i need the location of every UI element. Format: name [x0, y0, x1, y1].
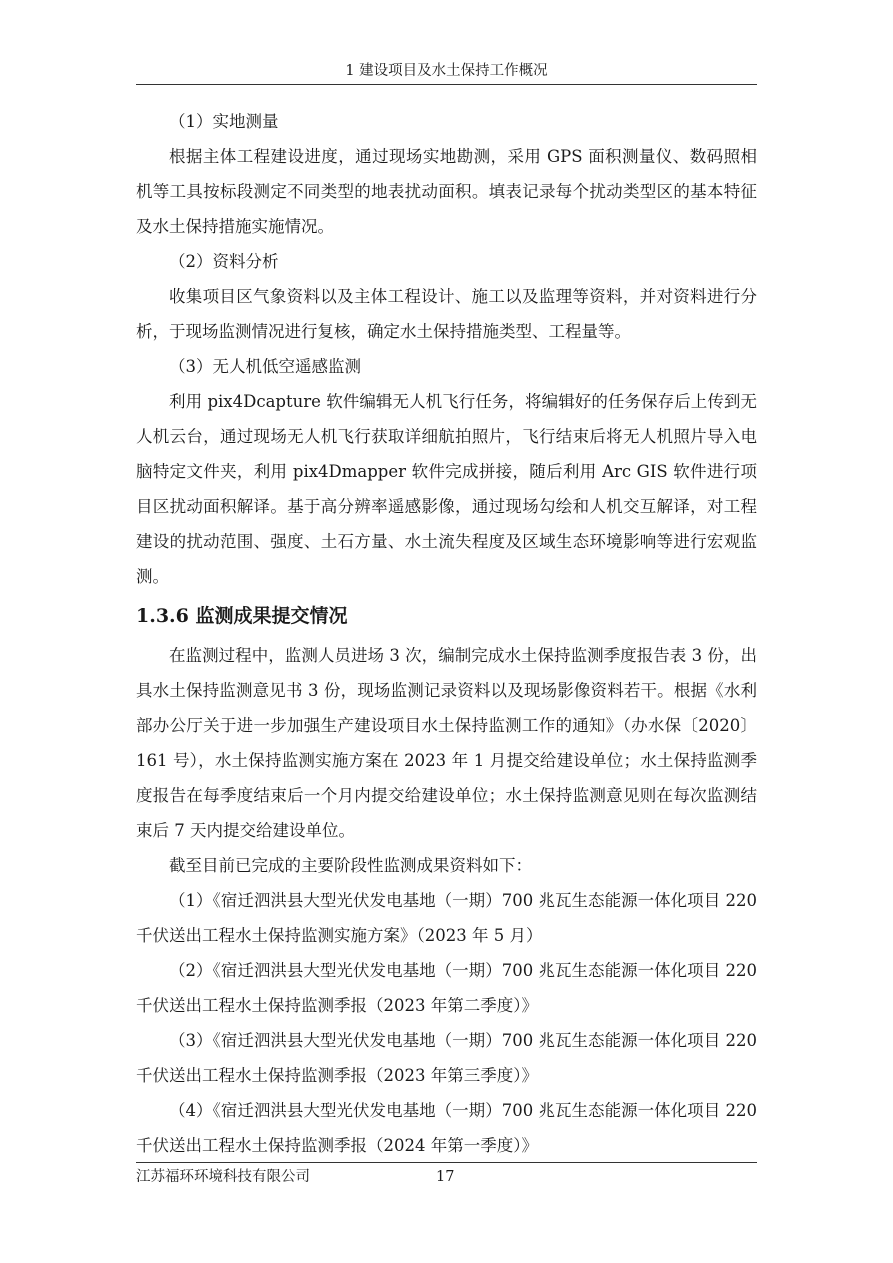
- header-divider: [136, 84, 757, 85]
- result-item-4: （4）《宿迁泗洪县大型光伏发电基地（一期）700 兆瓦生态能源一体化项目 220 千伏送出工程水土保持监测季报（2024 年第一季度）》: [136, 1101, 757, 1155]
- item2-body: 收集项目区气象资料以及主体工程设计、施工以及监理等资料，并对资料进行分析，于现场监测情况进行复核，确定水土保持措施类型、工程量等。: [136, 287, 757, 341]
- result-item-2: （2）《宿迁泗洪县大型光伏发电基地（一期）700 兆瓦生态能源一体化项目 220 千伏送出工程水土保持监测季报（2023 年第二季度）》: [136, 961, 757, 1015]
- page-number: 17: [436, 1169, 455, 1185]
- results-intro: 截至目前已完成的主要阶段性监测成果资料如下：: [169, 856, 532, 875]
- page-header: 1 建设项目及水土保持工作概况: [345, 63, 548, 79]
- submission-paragraph: 在监测过程中，监测人员进场 3 次，编制完成水土保持监测季度报告表 3 份，出具水土保持监测意见书 3 份，现场监测记录资料以及现场影像资料若干。根据《水利部办公厅关于进一步加强生产建设项目水土保持监测工作的通知》（办水保〔2020〕161 号），水土保持监测实施方案在 2023 年 1 月提交给建设单位；水土保持监测季度报告在每季度结束后一个月内提交给建设单位；水土保持监测意见则在每次监测结束后 7 天内提交给建设单位。: [136, 646, 757, 840]
- result-item-1: （1）《宿迁泗洪县大型光伏发电基地（一期）700 兆瓦生态能源一体化项目 220 千伏送出工程水土保持监测实施方案》（2023 年 5 月）: [136, 891, 757, 945]
- footer-divider: [136, 1162, 757, 1163]
- result-item-3: （3）《宿迁泗洪县大型光伏发电基地（一期）700 兆瓦生态能源一体化项目 220 千伏送出工程水土保持监测季报（2023 年第三季度）》: [136, 1031, 757, 1085]
- item3-body: 利用 pix4Dcapture 软件编辑无人机飞行任务，将编辑好的任务保存后上传到无人机云台，通过现场无人机飞行获取详细航拍照片，飞行结束后将无人机照片导入电脑特定文件夹，利用 pix4Dmapper 软件完成拼接，随后利用 Arc GIS 软件进行项目区扰动面积解译。基于高分辨率遥感影像，通过现场勾绘和人机交互解译，对工程建设的扰动范围、强度、土石方量、水土流失程度及区域生态环境影响等进行宏观监测。: [136, 392, 757, 586]
- item1-title: （1）实地测量: [169, 112, 279, 131]
- section-heading: 1.3.6 监测成果提交情况: [136, 605, 348, 627]
- item3-title: （3）无人机低空遥感监测: [169, 357, 361, 376]
- footer-company: 江苏福环环境科技有限公司: [136, 1169, 310, 1185]
- item2-title: （2）资料分析: [169, 252, 279, 271]
- item1-body: 根据主体工程建设进度，通过现场实地勘测，采用 GPS 面积测量仪、数码照相机等工具按标段测定不同类型的地表扰动面积。填表记录每个扰动类型区的基本特征及水土保持措施实施情况。: [136, 147, 757, 236]
- page-body: [136, 104, 757, 1163]
